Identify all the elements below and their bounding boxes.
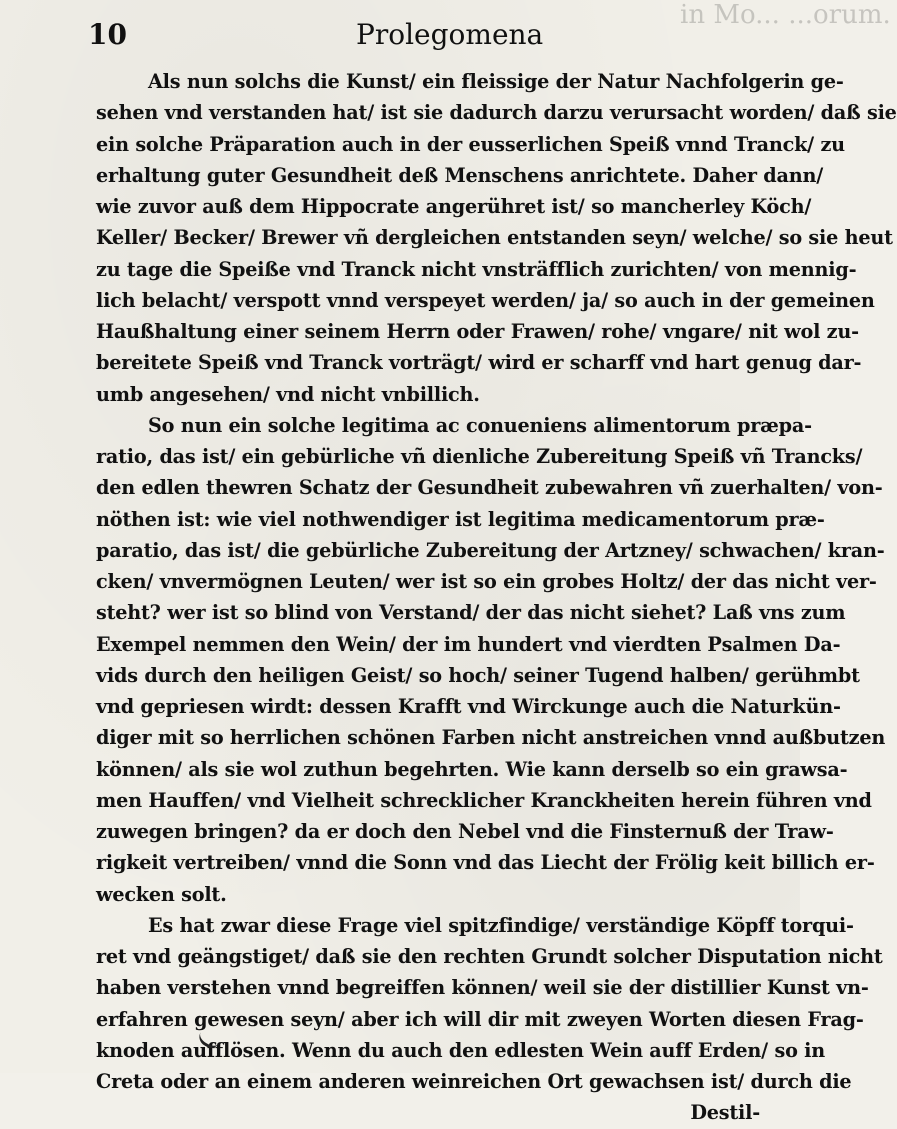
text-line: haben verstehen vnnd begreiffen können/ weil sie der distillier Kunst vn- xyxy=(96,976,869,1000)
text-line: zu tage die Speiße vnd Tranck nicht vnsträfflich zurichten/ von mennig- xyxy=(96,257,857,281)
text-line: So nun ein solche legitima ac conueniens alimentorum præpa- xyxy=(148,413,812,437)
text-line: knoden aufflösen. Wenn du auch den edlesten Wein auff Erden/ so in xyxy=(96,1038,825,1062)
text-line: paratio, das ist/ die gebürliche Zubereitung der Artzney/ schwachen/ kran- xyxy=(96,538,885,562)
text-line: diger mit so herrlichen schönen Farben nicht anstreichen vnnd außbutzen xyxy=(96,726,886,750)
text-line: können/ als sie wol zuthun begehrten. Wie kann derselb so ein grawsa- xyxy=(96,757,848,781)
text-line: wecken solt. xyxy=(96,882,227,906)
text-line: Als nun solchs die Kunst/ ein fleissige der Natur Nachfolgerin ge- xyxy=(148,70,844,93)
text-line: Exempel nemmen den Wein/ der im hundert vnd vierdten Psalmen Da- xyxy=(96,632,841,656)
text-line: Es hat zwar diese Frage viel spitzfindige/ verständige Köpff torqui- xyxy=(148,913,854,937)
text-line: bereitete Speiß vnd Tranck vorträgt/ wird er scharff vnd hart genug dar- xyxy=(96,351,862,375)
text-line: erfahren gewesen seyn/ aber ich will dir mit zweyen Worten diesen Frag- xyxy=(96,1007,864,1031)
text-line: erhaltung guter Gesundheit deß Menschens anrichtete. Daher dann/ xyxy=(96,163,824,187)
text-line: vids durch den heiligen Geist/ so hoch/ seiner Tugend halben/ gerühmbt xyxy=(96,663,860,687)
text-line: vnd gepriesen wirdt: dessen Krafft vnd Wirckunge auch die Naturkün- xyxy=(96,695,841,718)
paragraph xyxy=(96,910,883,1098)
text-line: men Hauffen/ vnd Vielheit schrecklicher Kranckheiten herein führen vnd xyxy=(96,788,872,812)
text-line: ret vnd geängstiget/ daß sie den rechten Grundt solcher Disputation nicht xyxy=(96,945,883,968)
text-line: den edlen thewren Schatz der Gesundheit zubewahren vñ zuerhalten/ von- xyxy=(96,476,883,500)
text-line: ratio, das ist/ ein gebürliche vñ dienliche Zubereitung Speiß vñ Trancks/ xyxy=(96,445,863,468)
text-line: umb angesehen/ vnd nicht vnbillich. xyxy=(96,382,480,406)
page-number: 10 xyxy=(88,18,127,51)
text-line: steht? wer ist so blind von Verstand/ der das nicht siehet? Laß vns zum xyxy=(96,601,846,625)
text-line: Keller/ Becker/ Brewer vñ dergleichen entstanden seyn/ welche/ so sie heut xyxy=(96,226,893,250)
running-title: Prolegomena xyxy=(356,18,544,51)
catchword: Destil- xyxy=(690,1101,760,1125)
text-line: cken/ vnvermögnen Leuten/ wer ist so ein grobes Holtz/ der das nicht ver- xyxy=(96,570,877,593)
text-line: Creta oder an einem anderen weinreichen Ort gewachsen ist/ durch die xyxy=(96,1070,852,1093)
paragraph xyxy=(96,410,886,910)
text-line: wie zuvor auß dem Hippocrate angerühret ist/ so mancherley Köch/ xyxy=(96,195,812,218)
text-line: nöthen ist: wie viel nothwendiger ist legitima medicamentorum præ- xyxy=(96,507,825,531)
text-line: rigkeit vertreiben/ vnnd die Sonn vnd das Liecht der Frölig keit billich er- xyxy=(96,851,875,875)
body-text xyxy=(96,66,897,1129)
text-line: sehen vnd verstanden hat/ ist sie dadurch darzu verursacht worden/ daß sie xyxy=(96,101,897,125)
text-line: Haußhaltung einer seinem Herrn oder Frawen/ rohe/ vngare/ nit wol zu- xyxy=(96,320,859,343)
bleed-through-text: in Mo... ...orum. xyxy=(680,0,891,30)
text-line: zuwegen bringen? da er doch den Nebel vnd die Finsternuß der Traw- xyxy=(96,820,834,843)
text-line: ein solche Präparation auch in der eusserlichen Speiß vnnd Tranck/ zu xyxy=(96,132,845,156)
paragraph xyxy=(96,66,897,410)
text-line: lich belacht/ verspott vnnd verspeyet werden/ ja/ so auch in der gemeinen xyxy=(96,288,875,312)
page-header xyxy=(88,18,760,58)
